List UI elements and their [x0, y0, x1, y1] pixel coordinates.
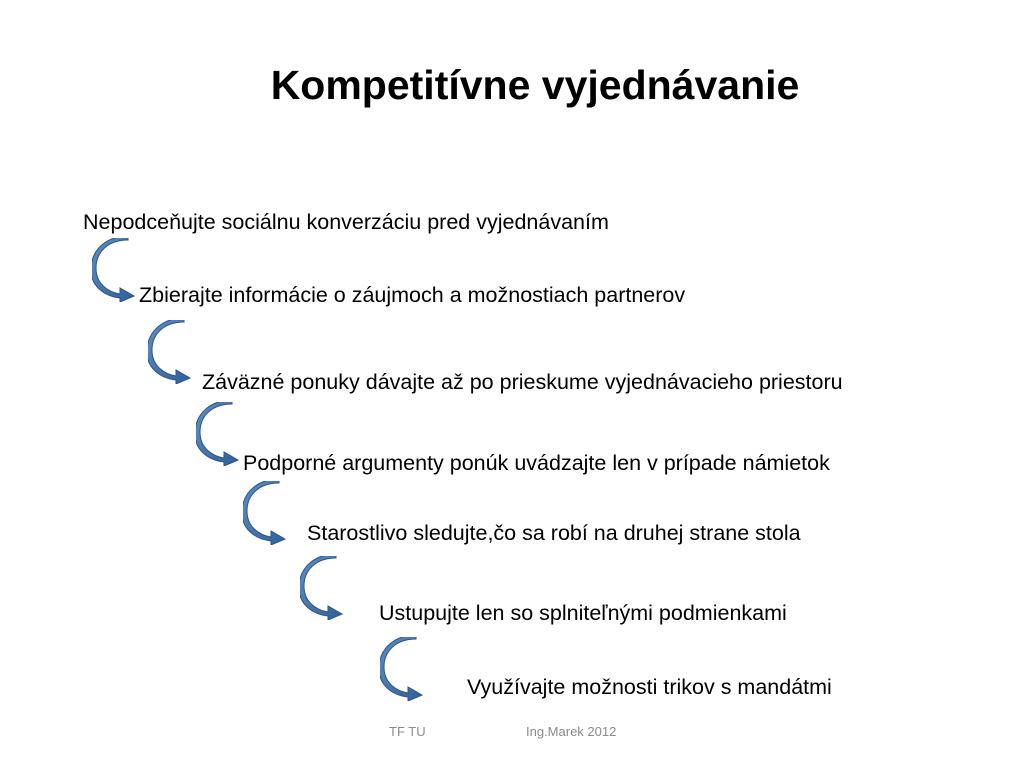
step-6-text: Ustupujte len so splniteľnými podmienkami [379, 601, 787, 625]
footer-left: TF TU [389, 724, 426, 739]
curved-arrow-icon [196, 402, 242, 466]
slide-title: Kompetitívne vyjednávanie [270, 62, 800, 108]
curved-arrow-icon [92, 238, 138, 302]
step-4-text: Podporné argumenty ponúk uvádzajte len v prípade námietok [243, 451, 830, 475]
step-1-text: Nepodceňujte sociálnu konverzáciu pred vyjednávaním [83, 210, 609, 234]
curved-arrow-icon [243, 481, 289, 545]
step-3-text: Záväzné ponuky dávajte až po prieskume vyjednávacieho priestoru [202, 370, 843, 394]
step-5-text: Starostlivo sledujte,čo sa robí na druhej strane stola [307, 521, 801, 545]
step-2-text: Zbierajte informácie o záujmoch a možnostiach partnerov [139, 283, 686, 307]
footer-right: Ing.Marek 2012 [526, 724, 617, 739]
step-7-text: Využívajte možnosti trikov s mandátmi [467, 675, 832, 699]
curved-arrow-icon [380, 637, 426, 701]
curved-arrow-icon [148, 320, 194, 384]
curved-arrow-icon [300, 556, 346, 620]
